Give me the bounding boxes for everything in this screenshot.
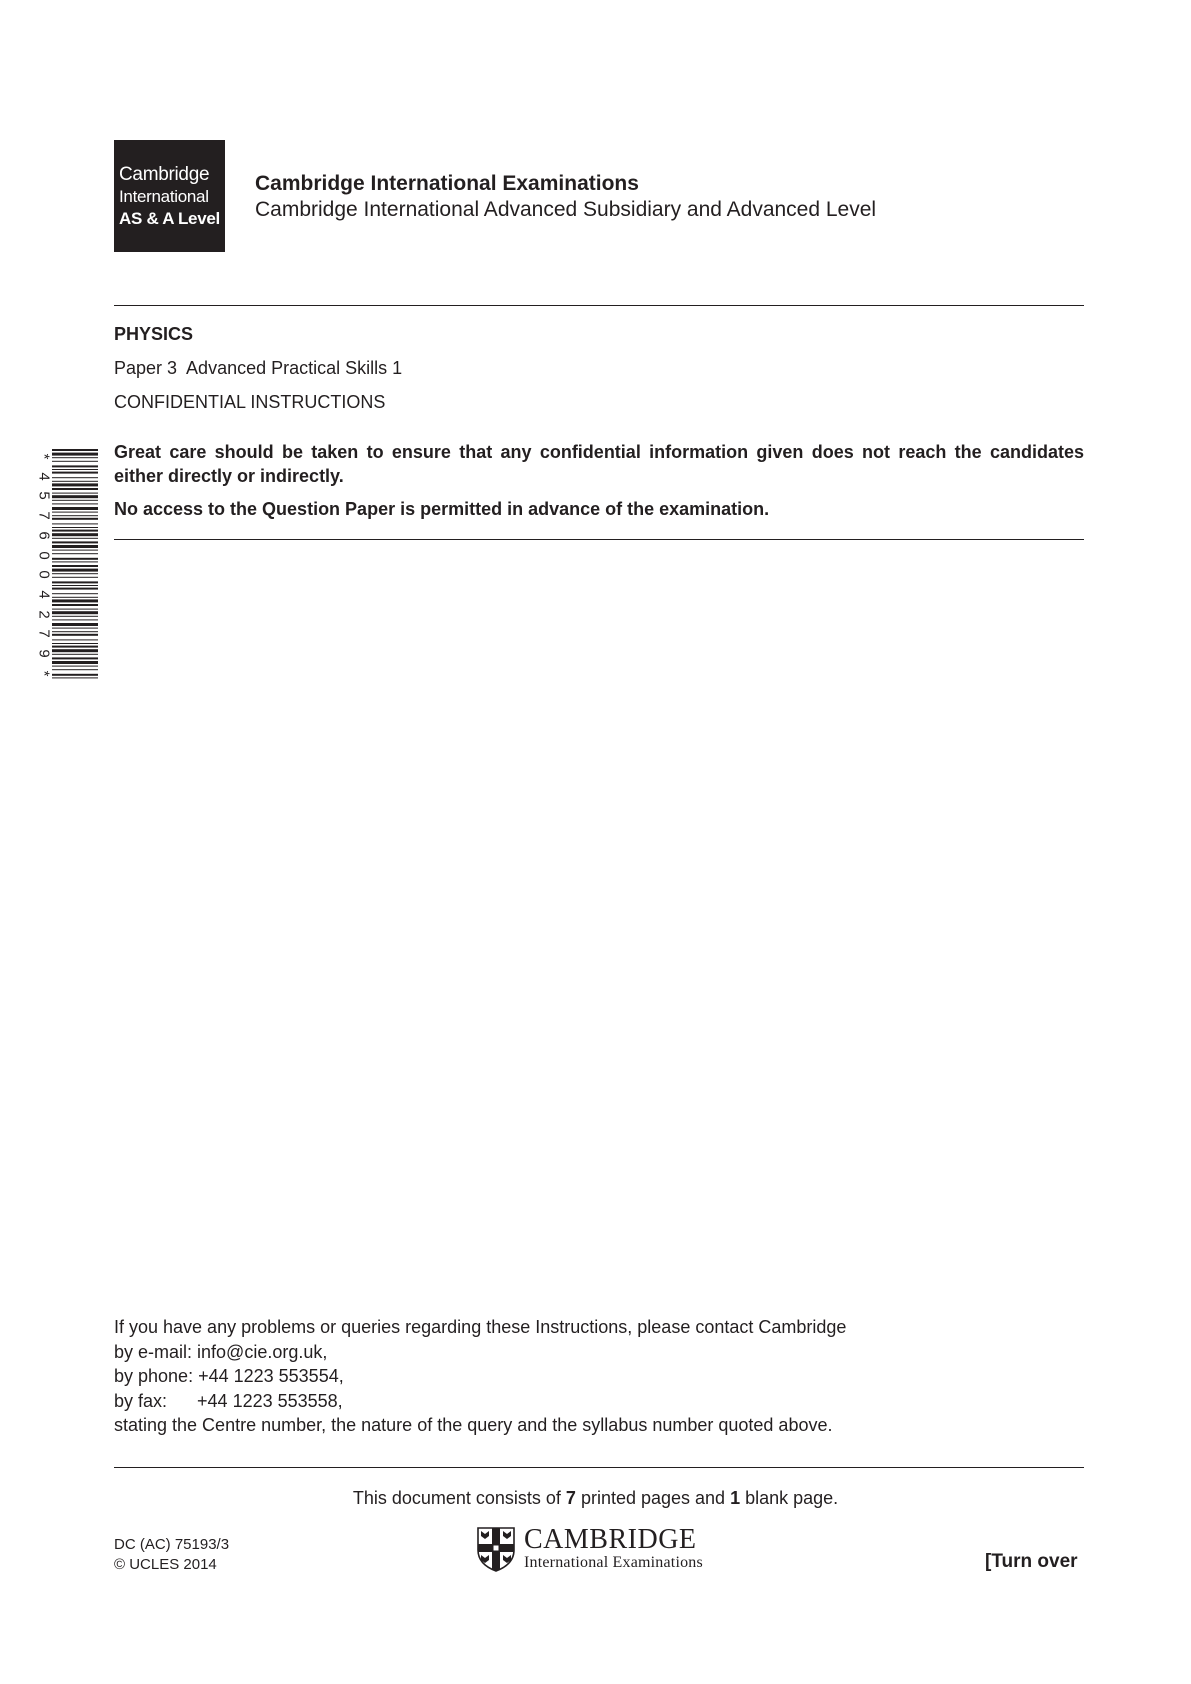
barcode-digit: 0	[35, 550, 53, 560]
barcode-digit: 2	[35, 610, 53, 619]
barcode-bar	[52, 634, 98, 636]
barcode-digit: 5	[35, 491, 53, 501]
contact-line: by e-mail: info@cie.org.uk,	[114, 1341, 328, 1362]
cambridge-footer-logo	[476, 1526, 703, 1572]
contact-line: by fax: +44 1223 553558,	[114, 1390, 343, 1411]
barcode-bar	[52, 577, 98, 578]
barcode-digit: 9	[35, 649, 53, 658]
barcode-bar	[52, 523, 98, 524]
barcode-bar	[52, 609, 98, 610]
divider	[114, 305, 1084, 306]
turn-over-label: [Turn over	[985, 1551, 1078, 1572]
barcode-bar	[52, 545, 98, 548]
barcode-bar	[52, 677, 98, 678]
contact-line: by phone: +44 1223 553554,	[114, 1366, 344, 1386]
page-count-statement	[0, 1488, 1191, 1509]
barcode-bar	[52, 503, 98, 504]
barcode-bar	[52, 457, 98, 458]
barcode-bar	[52, 599, 98, 602]
barcode-bar	[52, 616, 98, 617]
paper-name: Paper 3 Advanced Practical Skills 1	[114, 358, 403, 378]
barcode-bar	[52, 654, 98, 655]
barcode-bar	[52, 558, 98, 560]
barcode-bar	[52, 646, 98, 648]
barcode-bar	[52, 541, 98, 543]
barcode-digit: 7	[35, 629, 53, 639]
contact-line: If you have any problems or queries regarding these Instructions, please contact Cambridge	[114, 1317, 847, 1337]
contact-info	[114, 1315, 846, 1438]
logo-text-line: International	[119, 186, 209, 206]
barcode-bar	[52, 661, 98, 664]
barcode-bar	[52, 550, 98, 551]
copyright: © UCLES 2014	[114, 1556, 217, 1573]
barcode-bar	[52, 483, 98, 486]
logo-text-line: Cambridge	[119, 163, 210, 185]
barcode-digit: *	[35, 670, 53, 677]
subject-title: PHYSICS	[114, 324, 194, 344]
cambridge-as-a-level-logo	[114, 140, 225, 252]
barcode-bar	[52, 569, 98, 572]
barcode-bar	[52, 674, 98, 676]
page-count-text: blank page.	[740, 1488, 839, 1508]
confidentiality-warning: Great care should be taken to ensure that any confidential information given does not reach the candidates either directly or indirectly.	[114, 442, 1084, 486]
barcode-bar	[52, 530, 98, 532]
barcode-bar	[52, 477, 98, 478]
contact-line: stating the Centre number, the nature of the query and the syllabus number quoted above.	[114, 1415, 833, 1435]
logo-title: CAMBRIDGE	[524, 1524, 697, 1555]
barcode-bar	[52, 472, 98, 474]
document-code	[114, 1535, 229, 1575]
divider	[114, 539, 1084, 540]
logo-text-line: AS & A Level	[119, 208, 220, 228]
barcode-bar	[52, 469, 98, 470]
barcode-bar	[52, 533, 98, 536]
barcode-bar	[52, 581, 98, 583]
barcode-bar	[52, 588, 98, 590]
barcode-digit: 4	[35, 472, 53, 481]
barcode-bar	[52, 649, 98, 652]
barcode-digit: *	[35, 453, 53, 460]
barcode-bar	[52, 623, 98, 626]
barcode-bar	[52, 465, 98, 467]
barcode-bar	[52, 628, 98, 629]
barcode-bar	[52, 585, 98, 586]
printed-page-count: 7	[565, 1488, 576, 1508]
barcode-bar	[52, 565, 98, 567]
logo-subtitle: International Examinations	[524, 1554, 703, 1571]
barcode-bar	[52, 507, 98, 510]
access-warning: No access to the Question Paper is permitted in advance of the examination.	[114, 499, 770, 519]
barcode-bar	[52, 488, 98, 490]
barcode-bar	[52, 593, 98, 594]
barcode-bar	[52, 527, 98, 528]
doc-code: DC (AC) 75193/3	[114, 1536, 230, 1553]
barcode-digit: 4	[35, 590, 53, 599]
barcode-bar	[52, 619, 98, 620]
barcode-bar	[52, 611, 98, 614]
barcode-bar	[52, 495, 98, 498]
barcode-bar	[52, 604, 98, 606]
barcode-digit: 0	[35, 570, 53, 579]
barcode-bar	[52, 643, 98, 644]
barcode-bar	[52, 512, 98, 513]
barcode-bar	[52, 449, 98, 451]
barcode-bar	[52, 669, 98, 670]
barcode-bar	[52, 561, 98, 562]
barcode-bar	[52, 461, 98, 462]
barcode-bar	[52, 481, 98, 482]
barcode-bar	[52, 515, 98, 516]
org-subtitle: Cambridge International Advanced Subsidiary and Advanced Level	[255, 198, 877, 221]
barcode-bar	[52, 657, 98, 659]
divider	[114, 1467, 1084, 1468]
barcode-bar	[52, 573, 98, 574]
page-count-text: This document consists of	[352, 1488, 566, 1508]
barcode-bar	[52, 639, 98, 640]
org-title: Cambridge International Examinations	[255, 172, 639, 195]
barcode	[40, 449, 100, 681]
barcode-bar	[52, 518, 98, 520]
blank-page-count: 1	[730, 1488, 741, 1508]
document-type: CONFIDENTIAL INSTRUCTIONS	[114, 392, 386, 412]
barcode-bar	[52, 666, 98, 667]
barcode-digit: 6	[35, 531, 53, 540]
university-shield-icon	[476, 1526, 516, 1572]
barcode-bar	[52, 453, 98, 456]
barcode-digit: 7	[35, 511, 53, 520]
barcode-bar	[52, 597, 98, 598]
barcode-bar	[52, 631, 98, 632]
barcode-bar	[52, 500, 98, 501]
barcode-bar	[52, 493, 98, 494]
barcode-bar	[52, 538, 98, 539]
page-count-text: printed pages and	[575, 1488, 731, 1508]
barcode-bar	[52, 553, 98, 554]
